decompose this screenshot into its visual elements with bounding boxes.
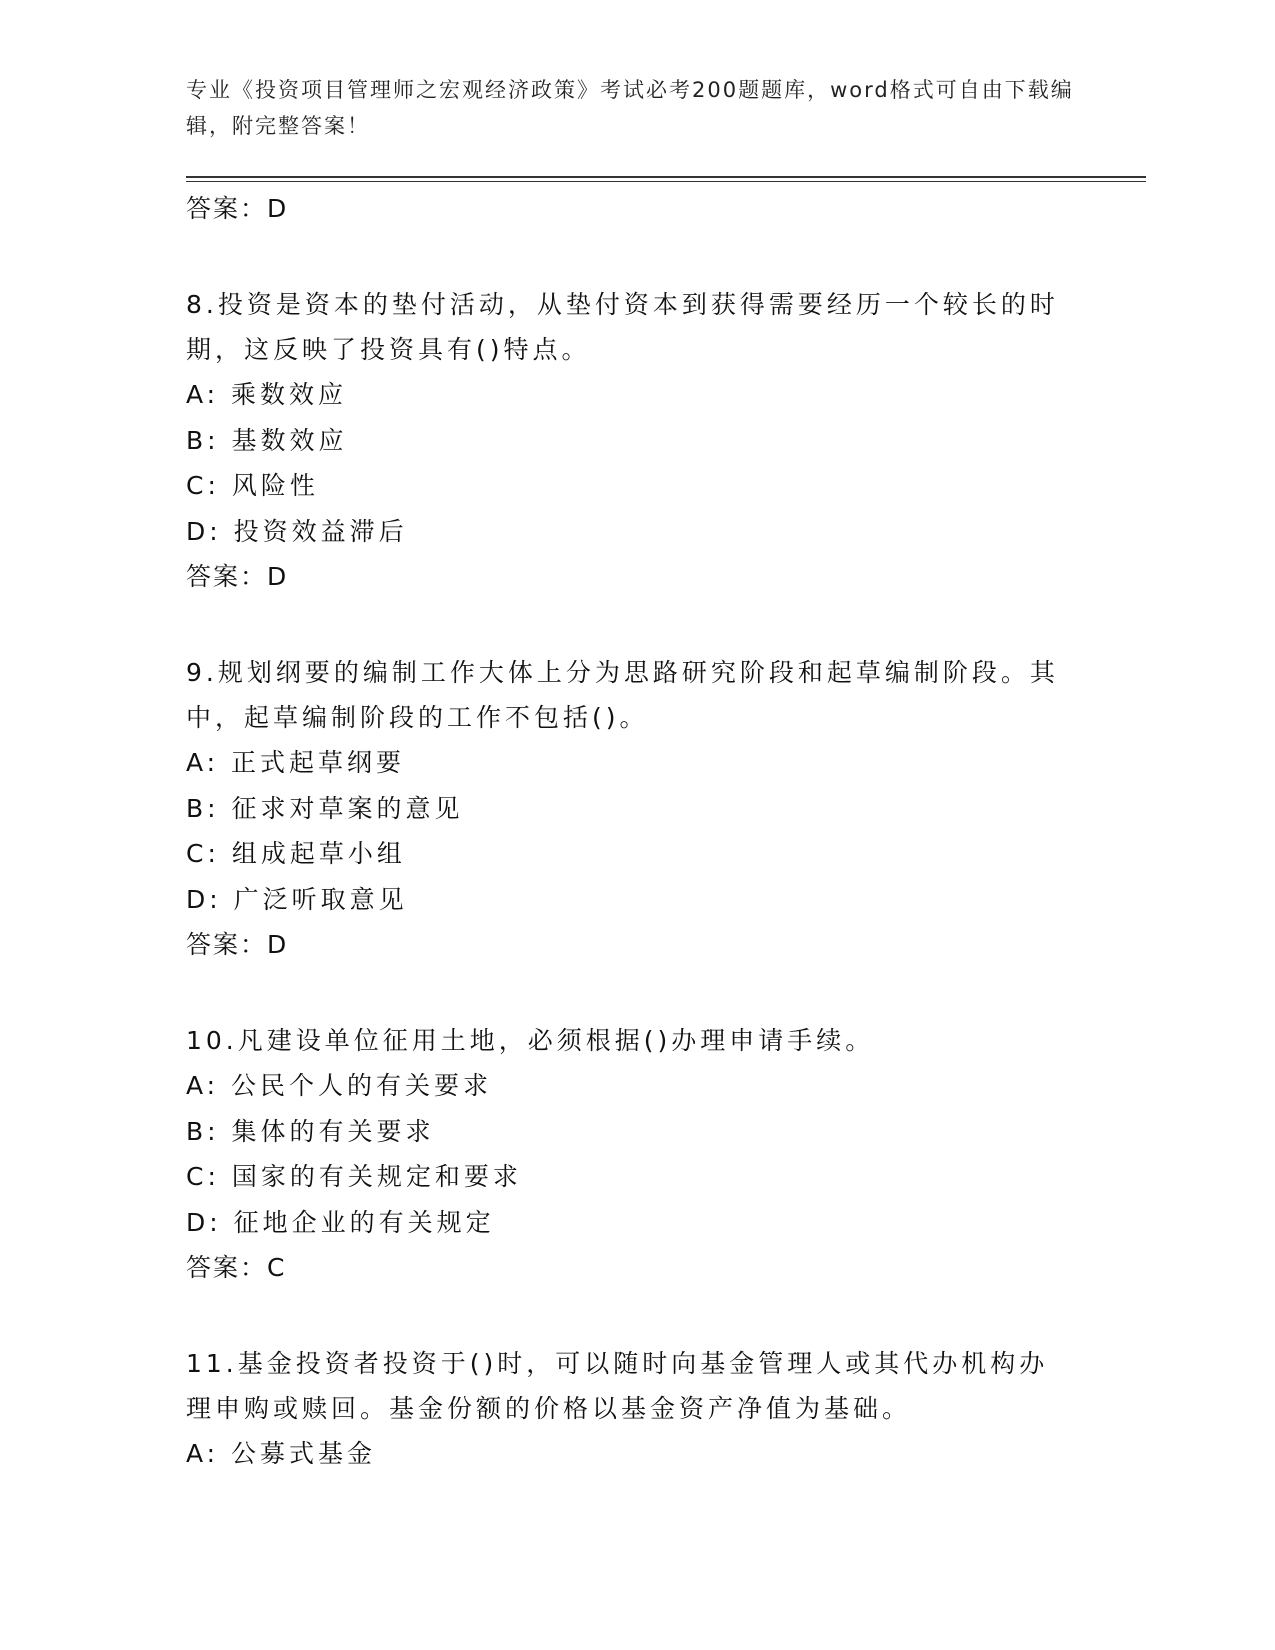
option-a: A: 公募式基金 bbox=[186, 1439, 377, 1468]
option-c: C: 风险性 bbox=[186, 471, 319, 500]
option-b: B: 集体的有关要求 bbox=[186, 1116, 435, 1146]
question-8 bbox=[186, 282, 1086, 600]
header-rule-thick bbox=[186, 176, 1146, 178]
header-rule-thin bbox=[186, 181, 1146, 182]
document-header: 专业《投资项目管理师之宏观经济政策》考试必考200题题库，word格式可自由下载编辑，附完整答案！ bbox=[186, 78, 1074, 138]
option-d: D: 广泛听取意见 bbox=[186, 884, 408, 914]
document-body bbox=[186, 186, 1086, 1477]
option-c: C: 组成起草小组 bbox=[186, 839, 406, 868]
question-10 bbox=[186, 1018, 1086, 1291]
question-stem: 8.投资是资本的垫付活动，从垫付资本到获得需要经历一个较长的时期，这反映了投资具有()特点。 bbox=[186, 290, 1059, 364]
option-d: D: 征地企业的有关规定 bbox=[186, 1207, 495, 1237]
question-stem: 10.凡建设单位征用土地，必须根据()办理申请手续。 bbox=[186, 1026, 875, 1055]
option-d: D: 投资效益滞后 bbox=[186, 516, 408, 546]
question-stem: 11.基金投资者投资于()时，可以随时向基金管理人或其代办机构办理申购或赎回。基金份额的价格以基金资产净值为基础。 bbox=[186, 1349, 1049, 1423]
option-b: B: 征求对草案的意见 bbox=[186, 793, 464, 823]
question-answer: 答案：D bbox=[186, 562, 289, 591]
option-b: B: 基数效应 bbox=[186, 425, 348, 455]
option-a: A: 正式起草纲要 bbox=[186, 748, 406, 777]
option-a: A: 乘数效应 bbox=[186, 380, 348, 409]
question-11 bbox=[186, 1341, 1086, 1477]
previous-answer: 答案：D bbox=[186, 194, 289, 223]
question-stem: 9.规划纲要的编制工作大体上分为思路研究阶段和起草编制阶段。其中，起草编制阶段的工作不包括()。 bbox=[186, 658, 1059, 732]
option-c: C: 国家的有关规定和要求 bbox=[186, 1162, 522, 1191]
option-a: A: 公民个人的有关要求 bbox=[186, 1071, 493, 1100]
question-answer: 答案：D bbox=[186, 930, 289, 959]
question-9 bbox=[186, 650, 1086, 968]
question-answer: 答案：C bbox=[186, 1253, 287, 1282]
